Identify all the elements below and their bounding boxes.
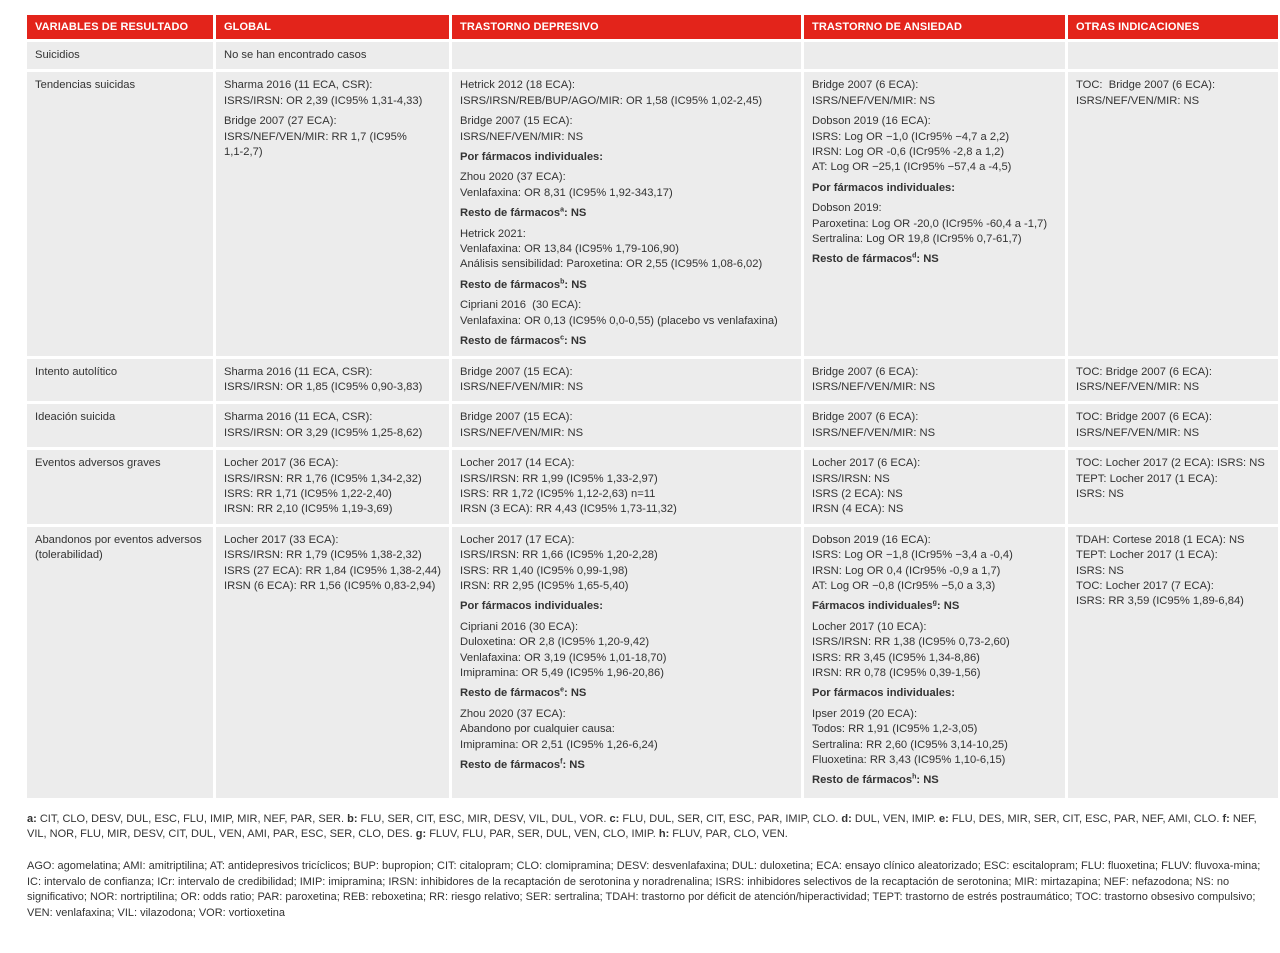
table-cell: [804, 450, 1065, 524]
cell-subheading: [460, 758, 793, 773]
footnotes: [27, 812, 1267, 842]
cell-block: [812, 410, 1057, 441]
subheading-text: Resto de fármacos: [460, 278, 561, 291]
cell-line: IRSN: RR 2,10 (IC95% 1,19-3,69): [224, 503, 393, 516]
cell-line: Bridge 2007 (6 ECA):: [812, 365, 919, 378]
cell-line: Zhou 2020 (37 ECA):: [460, 171, 566, 184]
subheading-tail: : NS: [936, 600, 960, 613]
table-cell: [1068, 359, 1278, 402]
cell-block: [1076, 365, 1270, 396]
table-cell: [804, 72, 1065, 355]
cell-line: Bridge 2007 (6 ECA):: [812, 411, 919, 424]
cell-subheading: [460, 206, 793, 221]
cell-block: [812, 533, 1057, 595]
cell-line: AT: Log OR −0,8 (ICr95% −5,0 a 3,3): [812, 579, 996, 592]
cell-block: [460, 707, 793, 753]
cell-line: ISRS/NEF/VEN/MIR: NS: [812, 94, 936, 107]
subheading-text: Por fármacos individuales:: [460, 600, 603, 613]
cell-block: [812, 707, 1057, 769]
cell-block: [460, 620, 793, 682]
footnote-text: NEF, VIL, NOR, FLU, MIR, DESV, CIT, DUL, VEN, AMI, PAR, ESC, SER, CLO, DES.: [27, 813, 1257, 840]
cell-line: ISRS/IRSN: RR 1,79 (IC95% 1,38-2,32): [224, 549, 422, 562]
subheading-text: Resto de fármacos: [460, 335, 561, 348]
cell-line: ISRS: RR 1,71 (IC95% 1,22-2,40): [224, 487, 392, 500]
footnote-marker: d: [912, 252, 917, 260]
cell-line: TOC: Locher 2017 (7 ECA):: [1076, 579, 1214, 592]
cell-block: [460, 533, 793, 595]
cell-line: 1,1-2,7): [224, 146, 263, 159]
footnote-text: FLUV, PAR, CLO, VEN.: [669, 828, 788, 840]
cell-subheading: [460, 278, 793, 293]
cell-line: Imipramina: OR 5,49 (IC95% 1,96-20,86): [460, 667, 664, 679]
cell-line: ISRS: Log OR −1,8 (ICr95% −3,4 a -0,4): [812, 549, 1013, 562]
cell-line: Locher 2017 (6 ECA):: [812, 457, 921, 470]
footnote-marker: b: [560, 278, 565, 286]
cell-line: Locher 2017 (17 ECA):: [460, 533, 575, 546]
table-cell: [216, 527, 449, 798]
cell-line: Locher 2017 (14 ECA):: [460, 457, 575, 470]
cell-block: [224, 114, 441, 160]
cell-block: [460, 456, 793, 518]
abbreviations: [27, 859, 1267, 921]
table-row: [27, 42, 1278, 69]
cell-line: ISRS/NEF/VEN/MIR: NS: [812, 426, 936, 439]
cell-line: Bridge 2007 (6 ECA):: [812, 79, 919, 92]
row-label: Ideación suicida: [27, 404, 213, 447]
footnote-marker: a: [560, 206, 565, 214]
row-label: Suicidios: [27, 42, 213, 69]
cell-line: Hetrick 2021:: [460, 227, 526, 240]
cell-line: Fluoxetina: RR 3,43 (IC95% 1,10-6,15): [812, 754, 1006, 767]
table-row: [27, 404, 1278, 447]
subheading-text: Resto de fármacos: [460, 207, 561, 220]
cell-block: [460, 365, 793, 396]
cell-line: ISRS/IRSN: OR 3,29 (IC95% 1,25-8,62): [224, 426, 423, 439]
cell-block: [224, 78, 441, 109]
header-global: GLOBAL: [216, 15, 449, 39]
cell-line: Dobson 2019 (16 ECA):: [812, 533, 931, 546]
cell-line: Sharma 2016 (11 ECA, CSR):: [224, 79, 373, 92]
cell-line: TEPT: Locher 2017 (1 ECA):: [1076, 549, 1218, 562]
footnote-key: a:: [27, 813, 37, 825]
cell-line: TOC: Locher 2017 (2 ECA): ISRS: NS: [1076, 457, 1265, 470]
cell-block: [812, 456, 1057, 518]
cell-subheading: [812, 252, 1057, 267]
cell-subheading: [812, 181, 1057, 196]
cell-line: IRSN (4 ECA): NS: [812, 503, 904, 516]
cell-line: ISRS/IRSN/REB/BUP/AGO/MIR: OR 1,58 (IC95% 1,02-2,45): [460, 94, 763, 107]
table-header-row: [27, 15, 1278, 39]
table-cell: [452, 404, 801, 447]
abbreviations-text: AGO: agomelatina; AMI: amitriptilina; AT: antidepresivos tricíclicos; BUP: bupropion; CIT: citalopram; CLO: clomipramina; DESV: desvenlafaxina; DUL: duloxetina; ECA: ensayo clínico aleatorizado; ESC: escitalopram; FLU: fluoxetina; FLUV: fluvoxa-mina; IC: intervalo de confianza; ICr: intervalo de credibilidad; IMIP: imipramina; IRSN: inhibidores de la recaptación de serotonina y noradrenalina; ISRS: inhibidores selectivos de la recaptación de serotonina; MIR: mirtazapina; NEF: nefazodona; NS: no significativo; NOR: nortriptilina; OR: odds ratio; PAR: paroxetina; REB: reboxetina; RR: riesgo relativo; SER: sertralina; TDAH: trastorno por déficit de atención/hiperactividad; TEPT: trastorno de estrés postraumático; TOC: trastorno obsesivo compulsivo; VEN: venlafaxina; VIL: vilazodona; VOR: vortioxetina: [27, 860, 1261, 919]
subheading-tail: : NS: [562, 759, 585, 772]
table-cell: [452, 72, 801, 355]
subheading-tail: : NS: [564, 335, 587, 348]
cell-line: Duloxetina: OR 2,8 (IC95% 1,20-9,42): [460, 636, 650, 649]
header-otras: OTRAS INDICACIONES: [1068, 15, 1278, 39]
cell-line: IRSN: RR 0,78 (IC95% 0,39-1,56): [812, 667, 981, 679]
table-row: [27, 527, 1278, 798]
subheading-tail: : NS: [916, 253, 939, 266]
table-cell: [216, 359, 449, 402]
cell-line: Locher 2017 (10 ECA):: [812, 620, 927, 633]
cell-line: TDAH: Cortese 2018 (1 ECA): NS: [1076, 533, 1245, 546]
table-row: [27, 359, 1278, 402]
table-cell: [804, 404, 1065, 447]
cell-block: [1076, 533, 1270, 610]
table-cell: [1068, 404, 1278, 447]
cell-line: ISRS: Log OR −1,0 (ICr95% −4,7 a 2,2): [812, 130, 1010, 143]
cell-block: [460, 78, 793, 109]
cell-block: [460, 410, 793, 441]
cell-line: ISRS/IRSN: OR 2,39 (IC95% 1,31-4,33): [224, 94, 423, 107]
footnote-paragraph: [27, 812, 1267, 842]
cell-subheading: [460, 334, 793, 349]
footnote-key: f:: [1222, 813, 1230, 825]
cell-block: [812, 365, 1057, 396]
cell-line: ISRS: RR 3,59 (IC95% 1,89-6,84): [1076, 595, 1244, 608]
row-label: Intento autolítico: [27, 359, 213, 402]
cell-line: ISRS/NEF/VEN/MIR: RR 1,7 (IC95%: [224, 130, 407, 143]
table-cell: [804, 527, 1065, 798]
cell-line: Todos: RR 1,91 (IC95% 1,2-3,05): [812, 723, 978, 736]
cell-line: Dobson 2019 (16 ECA):: [812, 115, 931, 128]
cell-line: ISRS: RR 1,72 (IC95% 1,12-2,63) n=11: [460, 487, 656, 500]
table-row: [27, 450, 1278, 524]
cell-line: IRSN (3 ECA): RR 4,43 (IC95% 1,73-11,32): [460, 503, 677, 516]
cell-line: Análisis sensibilidad: Paroxetina: OR 2,55 (IC95% 1,08-6,02): [460, 258, 763, 271]
cell-block: [812, 78, 1057, 109]
cell-line: ISRS/NEF/VEN/MIR: NS: [1076, 380, 1200, 393]
cell-line: IRSN: RR 2,95 (IC95% 1,65-5,40): [460, 579, 629, 592]
cell-line: Venlafaxina: OR 0,13 (IC95% 0,0-0,55) (placebo vs venlafaxina): [460, 314, 778, 327]
subheading-tail: : NS: [564, 687, 587, 700]
subheading-tail: : NS: [564, 207, 587, 220]
footnote-marker: c: [560, 334, 565, 342]
cell-line: ISRS: RR 1,40 (IC95% 0,99-1,98): [460, 564, 628, 577]
table-cell: [216, 72, 449, 355]
cell-line: Bridge 2007 (27 ECA):: [224, 115, 337, 128]
subheading-text: Por fármacos individuales:: [812, 687, 955, 700]
cell-line: ISRS: RR 3,45 (IC95% 1,34-8,86): [812, 651, 980, 664]
cell-line: ISRS/NEF/VEN/MIR: NS: [460, 380, 584, 393]
footnote-key: e:: [939, 813, 949, 825]
table-cell: [1068, 72, 1278, 355]
cell-block: [812, 114, 1057, 176]
cell-block: [224, 48, 441, 63]
table-cell: [452, 359, 801, 402]
footnote-marker: g: [932, 599, 937, 607]
footnote-text: CIT, CLO, DESV, DUL, ESC, FLU, IMIP, MIR, NEF, PAR, SER.: [36, 813, 348, 825]
cell-line: ISRS/IRSN: RR 1,66 (IC95% 1,20-2,28): [460, 549, 658, 562]
footnote-marker: e: [560, 686, 565, 694]
table-cell: [452, 450, 801, 524]
header-depresivo: TRASTORNO DEPRESIVO: [452, 15, 801, 39]
subheading-text: Resto de fármacos: [460, 759, 561, 772]
cell-subheading: [460, 686, 793, 701]
header-variables: VARIABLES DE RESULTADO: [27, 15, 213, 39]
cell-block: [1076, 410, 1270, 441]
cell-line: Sharma 2016 (11 ECA, CSR):: [224, 365, 373, 378]
footnote-text: FLU, DUL, SER, CIT, ESC, PAR, IMIP, CLO.: [619, 813, 842, 825]
subheading-text: Resto de fármacos: [812, 253, 913, 266]
cell-line: TOC: Bridge 2007 (6 ECA):: [1076, 365, 1212, 378]
cell-block: [460, 298, 793, 329]
cell-line: ISRS/NEF/VEN/MIR: NS: [1076, 94, 1200, 107]
cell-line: AT: Log OR −25,1 (ICr95% −57,4 a -4,5): [812, 161, 1012, 174]
footnote-key: c:: [609, 813, 620, 825]
cell-block: [224, 456, 441, 518]
table-cell: [804, 359, 1065, 402]
cell-line: Venlafaxina: OR 3,19 (IC95% 1,01-18,70): [460, 651, 667, 664]
cell-line: IRSN (6 ECA): RR 1,56 (IC95% 0,83-2,94): [224, 579, 436, 592]
cell-line: IRSN: Log OR -0,6 (ICr95% -2,8 a 1,2): [812, 146, 1005, 159]
footnote-text: FLU, DES, MIR, SER, CIT, ESC, PAR, NEF, AMI, CLO.: [948, 813, 1223, 825]
cell-line: Sharma 2016 (11 ECA, CSR):: [224, 411, 373, 424]
subheading-text: Resto de fármacos: [460, 687, 561, 700]
footnote-text: DUL, VEN, IMIP.: [851, 813, 940, 825]
footnote-marker: h: [912, 773, 917, 781]
cell-block: [812, 620, 1057, 682]
cell-line: Sertralina: Log OR 19,8 (ICr95% 0,7-61,7): [812, 233, 1022, 246]
cell-line: Locher 2017 (33 ECA):: [224, 533, 339, 546]
footnote-text: FLU, SER, CIT, ESC, MIR, DESV, VIL, DUL, VOR.: [357, 813, 610, 825]
table-cell: [452, 527, 801, 798]
table-cell: [452, 42, 801, 69]
cell-block: [224, 365, 441, 396]
cell-line: Sertralina: RR 2,60 (IC95% 3,14-10,25): [812, 738, 1008, 751]
row-label: Abandonos por eventos adversos (tolerabilidad): [27, 527, 213, 798]
cell-line: ISRS/NEF/VEN/MIR: NS: [460, 426, 584, 439]
cell-line: TEPT: Locher 2017 (1 ECA):: [1076, 472, 1218, 485]
table-cell: [1068, 42, 1278, 69]
cell-line: ISRS (2 ECA): NS: [812, 487, 903, 500]
cell-line: TOC: Bridge 2007 (6 ECA):: [1076, 411, 1212, 424]
subheading-tail: : NS: [916, 774, 939, 787]
cell-line: Ipser 2019 (20 ECA):: [812, 707, 918, 720]
cell-line: ISRS/NEF/VEN/MIR: NS: [812, 380, 936, 393]
cell-subheading: [812, 599, 1057, 614]
cell-block: [224, 410, 441, 441]
cell-line: TOC: Bridge 2007 (6 ECA):: [1076, 79, 1216, 92]
cell-line: Bridge 2007 (15 ECA):: [460, 115, 573, 128]
subheading-tail: : NS: [564, 278, 587, 291]
cell-subheading: [812, 773, 1057, 788]
footnote-key: b:: [347, 813, 358, 825]
subheading-text: Por fármacos individuales:: [460, 151, 603, 164]
cell-line: No se han encontrado casos: [224, 49, 367, 61]
cell-line: IRSN: Log OR 0,4 (ICr95% -0,9 a 1,7): [812, 564, 1001, 577]
cell-subheading: [460, 599, 793, 614]
table-row: [27, 72, 1278, 355]
table-body: [27, 42, 1278, 798]
row-label: Eventos adversos graves: [27, 450, 213, 524]
cell-line: Bridge 2007 (15 ECA):: [460, 365, 573, 378]
cell-line: Locher 2017 (36 ECA):: [224, 457, 339, 470]
table-cell: [216, 450, 449, 524]
table-cell: [1068, 527, 1278, 798]
cell-line: ISRS: NS: [1076, 564, 1124, 577]
subheading-text: Fármacos individuales: [812, 600, 933, 613]
cell-block: [1076, 78, 1270, 109]
cell-subheading: [460, 150, 793, 165]
cell-line: Venlafaxina: OR 8,31 (IC95% 1,92-343,17): [460, 186, 673, 199]
cell-line: ISRS/IRSN: RR 1,38 (IC95% 0,73-2,60): [812, 636, 1010, 649]
cell-line: Cipriani 2016 (30 ECA):: [460, 620, 579, 633]
cell-block: [1076, 456, 1270, 502]
subheading-text: Resto de fármacos: [812, 774, 913, 787]
cell-line: ISRS/NEF/VEN/MIR: NS: [1076, 426, 1200, 439]
table-cell: [1068, 450, 1278, 524]
cell-line: Dobson 2019:: [812, 202, 882, 215]
cell-line: ISRS/IRSN: OR 1,85 (IC95% 0,90-3,83): [224, 380, 423, 393]
footnote-key: h:: [658, 828, 670, 840]
cell-line: Zhou 2020 (37 ECA):: [460, 707, 566, 720]
cell-line: ISRS: NS: [1076, 487, 1124, 500]
footnote-text: FLUV, FLU, PAR, SER, DUL, VEN, CLO, IMIP.: [426, 828, 659, 840]
row-label: Tendencias suicidas: [27, 72, 213, 355]
cell-line: ISRS/IRSN: NS: [812, 472, 890, 485]
cell-line: Imipramina: OR 2,51 (IC95% 1,26-6,24): [460, 738, 658, 751]
header-ansiedad: TRASTORNO DE ANSIEDAD: [804, 15, 1065, 39]
cell-block: [460, 114, 793, 145]
results-table: [24, 12, 1280, 801]
cell-line: Bridge 2007 (15 ECA):: [460, 411, 573, 424]
table-cell: [216, 42, 449, 69]
cell-line: ISRS (27 ECA): RR 1,84 (IC95% 1,38-2,44): [224, 564, 442, 577]
cell-line: Abandono por cualquier causa:: [460, 723, 615, 736]
cell-block: [812, 201, 1057, 247]
cell-line: Venlafaxina: OR 13,84 (IC95% 1,79-106,90): [460, 243, 679, 256]
cell-block: [460, 170, 793, 201]
cell-line: Cipriani 2016 (30 ECA):: [460, 299, 582, 312]
cell-block: [460, 227, 793, 273]
cell-line: ISRS/IRSN: RR 1,99 (IC95% 1,33-2,97): [460, 472, 658, 485]
cell-block: [224, 533, 441, 595]
table-cell: [804, 42, 1065, 69]
table-cell: [216, 404, 449, 447]
subheading-text: Por fármacos individuales:: [812, 181, 955, 194]
footnote-key: g:: [415, 828, 427, 840]
cell-line: Hetrick 2012 (18 ECA):: [460, 79, 576, 92]
cell-line: ISRS/NEF/VEN/MIR: NS: [460, 130, 584, 143]
cell-subheading: [812, 686, 1057, 701]
cell-line: Paroxetina: Log OR -20,0 (ICr95% -60,4 a -1,7): [812, 217, 1048, 230]
cell-line: ISRS/IRSN: RR 1,76 (IC95% 1,34-2,32): [224, 472, 422, 485]
footnote-marker: f: [560, 758, 563, 766]
footnote-key: d:: [841, 813, 852, 825]
